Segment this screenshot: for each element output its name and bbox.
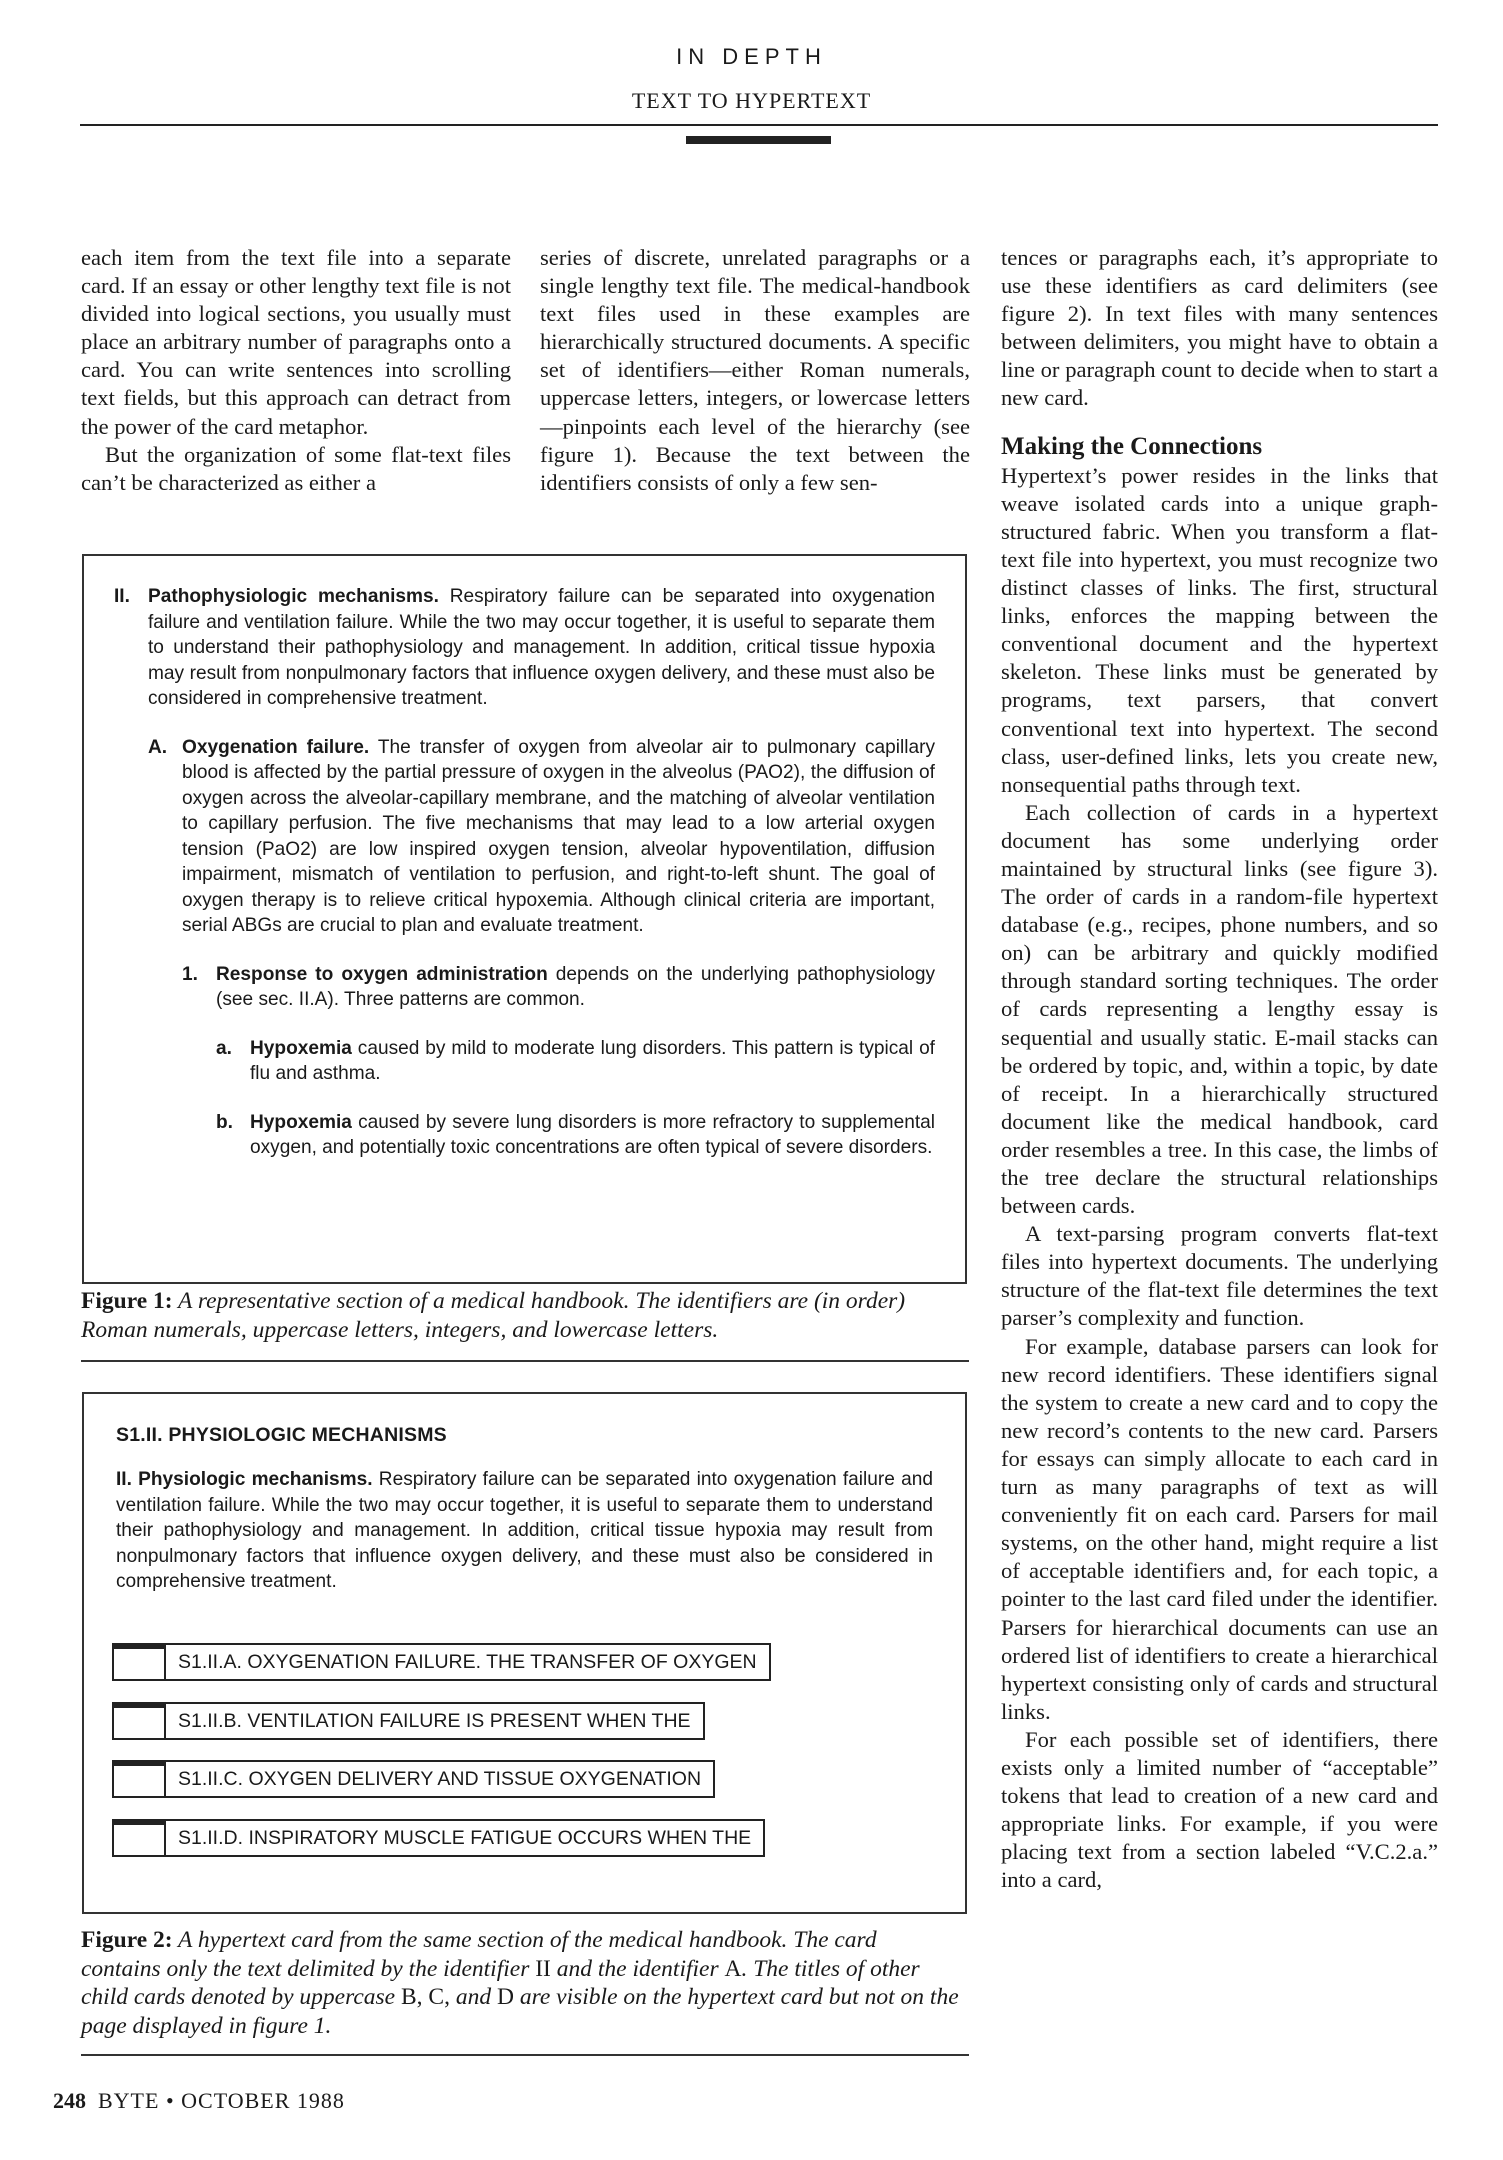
figure-1-caption bbox=[81, 1287, 961, 1344]
figure-1-box bbox=[82, 554, 967, 1284]
child-card-button-a[interactable] bbox=[112, 1643, 771, 1681]
caption-text: and the identifier bbox=[550, 1955, 725, 1982]
caption-identifier: A bbox=[724, 1955, 742, 1982]
outline-item-uppercase bbox=[114, 735, 935, 939]
col3-paragraph-6: For each possible set of identifiers, there exists only a limited number of “acceptable” tokens that lead to creation of a new card and appropriate links. For example, if you were placing text from a section labeled “V.C.2.a.” into a card, bbox=[1001, 1726, 1438, 1893]
outline-text: caused by severe lung disorders is more refractory to supplemental oxygen, and potentially toxic concentrations are often typical of severe disorders. bbox=[250, 1111, 935, 1158]
outline-item-roman bbox=[114, 584, 935, 712]
col3-paragraph-1: tences or paragraphs each, it’s appropriate to use these identifiers as card delimiters (see figure 2). In text files with many sentences between delimiters, you might have to obtain a line or paragraph count to decide when to start a new card. bbox=[1001, 245, 1438, 411]
outline-keyword: Pathophysiologic mechanisms. bbox=[148, 586, 439, 607]
outline-marker: 1. bbox=[182, 963, 198, 985]
col3-paragraph-2: Hypertext’s power resides in the links that weave isolated cards into a unique graph-structured fabric. When you transform a flat-text file into hypertext, you must recognize two distinct classes of links. The first, structural links, enforces the mapping between the conventional document and the hypertext skeleton. These links must be generated by programs, text parsers, that convert conventional text into hypertext. The second class, user-defined links, lets you create new, nonsequential paths through text. bbox=[1001, 462, 1438, 797]
card-body-keyword: II. Physiologic mechanisms. bbox=[116, 1469, 373, 1490]
child-card-button-d[interactable] bbox=[112, 1819, 765, 1857]
outline-keyword: Oxygenation failure. bbox=[182, 736, 370, 758]
caption-label: Figure 1: bbox=[81, 1288, 173, 1314]
col3-paragraph-4: A text-parsing program converts flat-text files into hypertext documents. The underlying structure of the flat-text file determines the text parser’s complexity and function. bbox=[1001, 1221, 1438, 1331]
figure-2-caption bbox=[81, 1926, 961, 2040]
col3-paragraph-5: For example, database parsers can look for new record identifiers. These identifiers signal the system to create a new card and to copy the new record’s contents to the new card. Parsers for essays can simply allocate to each card in turn as many paragraphs of text as will conveniently fit on each card. Parsers for mail systems, on the other hand, might require a list of acceptable identifiers and, for each topic, a pointer to the last card filed under the identifier. Parsers for hierarchical documents can use an ordered list of identifiers to create a hierarchical hypertext consisting only of cards and structural links. bbox=[1001, 1333, 1438, 1724]
card-tab-icon bbox=[114, 1762, 166, 1796]
card-title: S1.II. PHYSIOLOGIC MECHANISMS bbox=[116, 1424, 447, 1446]
department-kicker: IN DEPTH bbox=[676, 44, 827, 69]
card-body-text: Respiratory failure can be separated into oxygenation failure and ventilation failure. While the two may occur together, it is useful to separate them to understand their pathophysiology and management. In addition, critical tissue hypoxia may result from nonpulmonary factors that influence oxygen delivery, and these must also be considered in comprehensive treatment. bbox=[116, 1469, 933, 1592]
card-body bbox=[116, 1467, 933, 1595]
section-title: TEXT TO HYPERTEXT bbox=[631, 88, 872, 113]
outline-marker: A. bbox=[148, 736, 168, 758]
child-card-label: S1.II.A. OXYGENATION FAILURE. THE TRANSFER OF OXYGEN bbox=[178, 1650, 757, 1673]
col1-paragraph-1: each item from the text file into a separate card. If an essay or other lengthy text file is not divided into logical sections, you usually must place an arbitrary number of paragraphs onto a card. You can write sentences into scrolling text fields, but this approach can detract from the power of the card metaphor. bbox=[81, 245, 511, 439]
figure-2-rule bbox=[81, 2054, 969, 2056]
card-tab-icon bbox=[114, 1704, 166, 1738]
col2-paragraph-1: series of discrete, unrelated paragraphs or a single lengthy text file. The medical-handbook text files used in these examples are hierarchically structured documents. A specific set of identifiers—either Roman numerals, uppercase letters, integers, or lowercase letters—pinpoints each level of the hierarchy (see figure 1). Because the text between the identifiers consists of only a few sen- bbox=[540, 245, 970, 495]
caption-text: A representative section of a medical handbook. The identifiers are (in order) Roman numerals, uppercase letters, integers, and lowercase letters. bbox=[81, 1288, 906, 1343]
outline-text: The transfer of oxygen from alveolar air to pulmonary capillary blood is affected by the partial pressure of oxygen in the alveolus (PAO2), the diffusion of oxygen across the alveolar-capillary membrane, and the matching of alveolar ventilation to capillary perfusion. The five mechanisms that may lead to a low arterial oxygen tension (PaO2) are low inspired oxygen tension, alveolar hypoventilation, diffusion impairment, mismatch of ventilation to perfusion, and right-to-left shunt. The goal of oxygen therapy is to relieve critical hypoxemia. Although clinical criteria are important, serial ABGs are crucial to plan and evaluate treatment. bbox=[182, 736, 935, 936]
caption-identifier: D bbox=[496, 1984, 514, 2010]
child-card-label: S1.II.C. OXYGEN DELIVERY AND TISSUE OXYGENATION bbox=[178, 1767, 702, 1790]
caption-label: Figure 2: bbox=[81, 1927, 173, 1953]
outline-text: depends on the underlying pathophysiology (see sec. II.A). Three patterns are common. bbox=[216, 963, 936, 1010]
column-1 bbox=[81, 244, 511, 497]
col3-paragraph-3: Each collection of cards in a hypertext document has some underlying order maintained by structural links (see figure 3). The order of cards in a random-file hypertext database (e.g., recipes, phone numbers, and so on) can be arbitrary and quickly modified through standard sorting techniques. The order of cards representing a lengthy essay is sequential and usually static. E-mail stacks can be ordered by topic, and, within a topic, by date of receipt. In a hierarchically structured document like the medical handbook, card order resembles a tree. In this case, the limbs of the tree declare the structural relationships between cards. bbox=[1001, 799, 1438, 1219]
child-card-button-b[interactable] bbox=[112, 1702, 705, 1740]
outline-item-integer bbox=[114, 962, 935, 1013]
col1-paragraph-2: But the organization of some flat-text files can’t be characterized as either a bbox=[81, 441, 511, 495]
caption-text: and bbox=[449, 1984, 497, 2010]
header-rule bbox=[80, 124, 1438, 126]
caption-text: . The titles of other child cards denoted by uppercase bbox=[81, 1955, 920, 2010]
figure-2-hypertext-card bbox=[82, 1392, 967, 1914]
page-footer bbox=[53, 2088, 345, 2114]
outline-item-lowercase bbox=[114, 1110, 935, 1161]
outline-keyword: Hypoxemia bbox=[250, 1111, 352, 1133]
magazine-issue: BYTE • OCTOBER 1988 bbox=[98, 2088, 345, 2113]
outline-marker: II. bbox=[114, 586, 130, 607]
child-card-button-c[interactable] bbox=[112, 1760, 715, 1798]
caption-text: are visible on the hypertext card but not on the page displayed in figure 1. bbox=[81, 1984, 959, 2039]
card-tab-icon bbox=[114, 1821, 166, 1855]
column-2 bbox=[540, 244, 970, 497]
card-tab-icon bbox=[114, 1645, 166, 1679]
handbook-excerpt bbox=[114, 584, 935, 1161]
page-number: 248 bbox=[53, 2088, 86, 2113]
outline-marker: b. bbox=[216, 1111, 233, 1133]
caption-text: A hypertext card from the same section of the medical handbook. The card contains only the text delimited by the identifier bbox=[81, 1927, 877, 1982]
header-bar bbox=[686, 136, 831, 144]
column-3 bbox=[1001, 244, 1438, 1894]
outline-keyword: Response to oxygen administration bbox=[216, 963, 548, 985]
child-card-label: S1.II.D. INSPIRATORY MUSCLE FATIGUE OCCURS WHEN THE bbox=[178, 1826, 752, 1849]
subheading: Making the Connections bbox=[1001, 432, 1263, 460]
outline-keyword: Hypoxemia bbox=[250, 1037, 352, 1059]
outline-text: caused by mild to moderate lung disorders. This pattern is typical of flu and asthma. bbox=[250, 1037, 935, 1084]
caption-identifier: II bbox=[535, 1955, 551, 1982]
outline-item-lowercase bbox=[114, 1036, 935, 1087]
outline-text: Respiratory failure can be separated into oxygenation failure and ventilation failure. While the two may occur together, it is useful to separate them to understand their pathophysiology and management. In addition, critical tissue hypoxia may result from nonpulmonary factors that influence oxygen delivery, and these must also be considered in comprehensive treatment. bbox=[148, 586, 936, 709]
figure-1-rule bbox=[81, 1360, 969, 1362]
outline-marker: a. bbox=[216, 1037, 232, 1059]
caption-identifier: B, C, bbox=[401, 1984, 450, 2010]
child-card-label: S1.II.B. VENTILATION FAILURE IS PRESENT WHEN THE bbox=[178, 1709, 691, 1732]
